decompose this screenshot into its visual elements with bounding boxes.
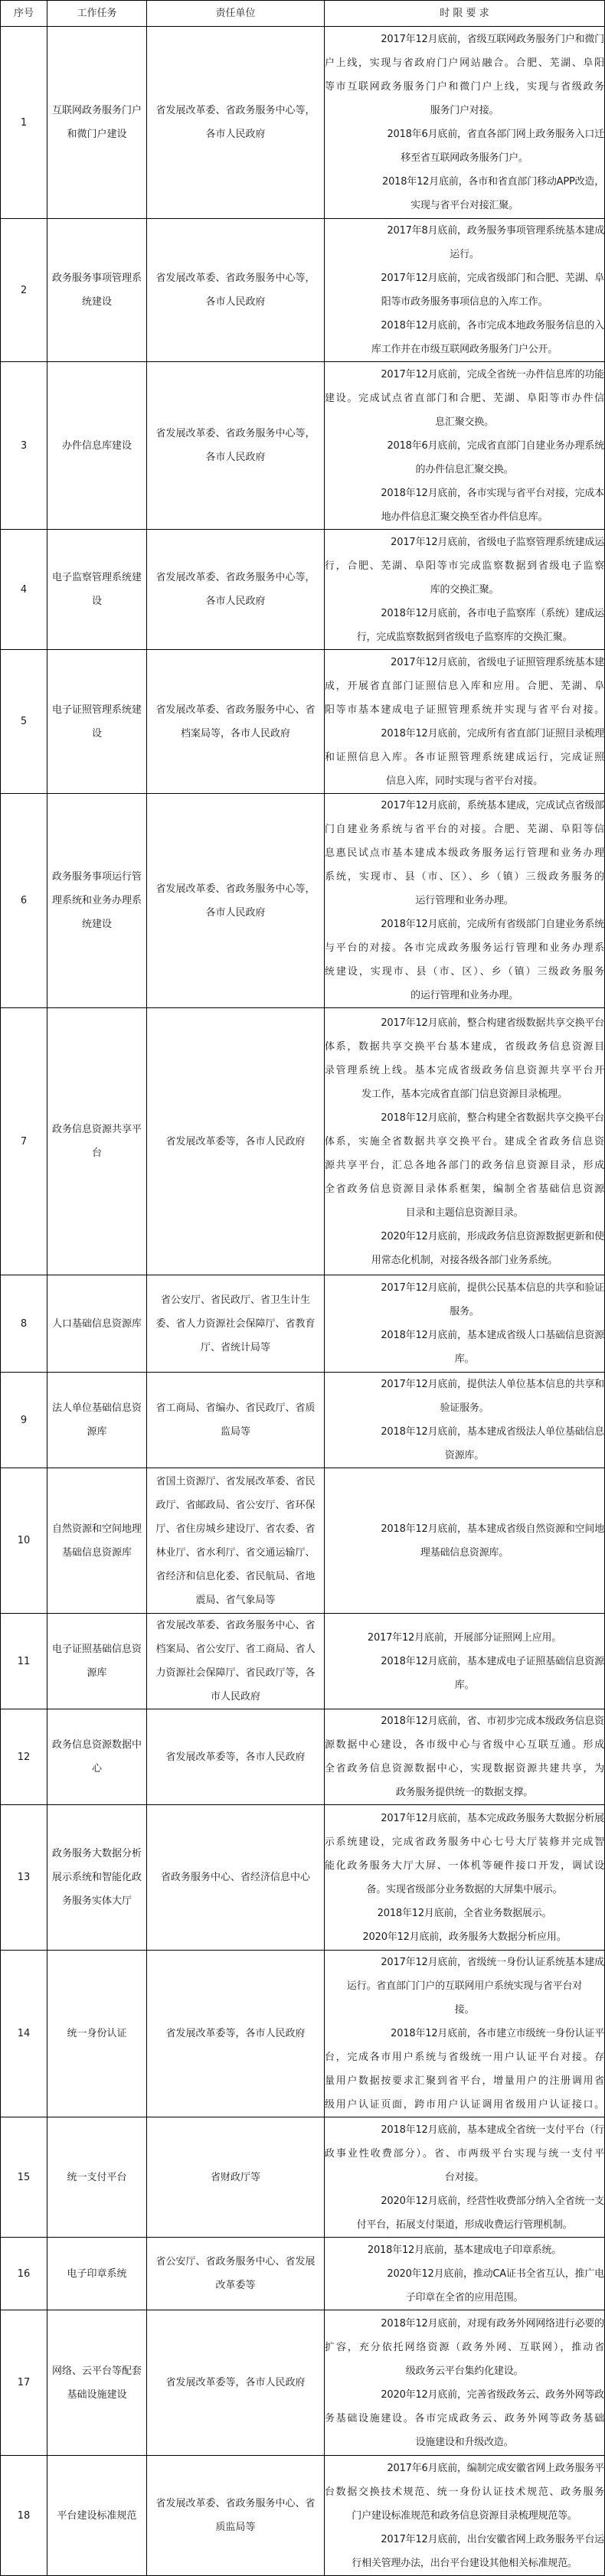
deadline-requirement-cell <box>325 1275 605 1373</box>
table-row <box>1 1468 605 1614</box>
task-line: 源库 <box>87 1426 107 1438</box>
requirement-line: 的办件信息汇聚交换。 <box>415 463 514 475</box>
unit-line: 省国土资源厅、省发展改革委、省民 <box>155 1475 316 1487</box>
row-number: 17 <box>1 2310 47 2456</box>
requirement-line: 阳等市政务服务事项信息的入库工作。 <box>381 296 548 308</box>
deadline-requirement-cell <box>325 27 605 219</box>
requirement-line: 库。 <box>454 1679 475 1691</box>
responsible-unit-cell <box>147 2456 325 2576</box>
unit-line: 省发展改革委、省政务服务中心等， <box>155 428 316 439</box>
table-row <box>1 794 605 1008</box>
requirement-line: 移至省互联网政务服务门户。 <box>401 152 528 164</box>
requirement-line: 2018年12月底前，完成所有省级部门自建业务系统 <box>381 919 604 930</box>
requirement-line: 验证服务。 <box>440 1402 489 1414</box>
requirement-line: 2018年12月底前，各市和省直部门移动APP改造， <box>382 176 604 188</box>
table-row <box>1 219 605 362</box>
table-row <box>1 1951 605 2117</box>
task-cell <box>47 2310 147 2456</box>
requirement-line: 2018年12月底前，各市建立市级统一身份认证平 <box>391 2028 604 2039</box>
requirement-line: 台，完成各市用户系统与省级统一用户认证平台对接。存 <box>325 2052 604 2063</box>
requirement-line: 政事业性收费部分）。省、市两级平台实现与统一支付平 <box>325 2147 604 2160</box>
task-line: 电子监察管理系统建 <box>51 572 142 583</box>
table-row <box>1 2310 605 2456</box>
requirement-line: 运行。省直部门门户的互联网用户系统实现与省平台对 <box>346 1980 583 1992</box>
requirement-line: 扩容，充分依托网络资源（政务外网、互联网），推动省 <box>325 2341 604 2353</box>
task-cell <box>47 27 147 219</box>
requirement-line: 2018年12月底前，对现有政务外网网络进行必要的 <box>381 2317 604 2330</box>
requirement-line: 2017年12月底前，提供公民基本信息的共享和验证 <box>381 1282 604 1294</box>
requirement-line: 录管理系统上线。基本完成省级政务信息资源共享平台开 <box>325 1064 604 1076</box>
responsible-unit-cell <box>147 1614 325 1709</box>
task-cell <box>47 362 147 530</box>
row-number: 12 <box>1 1709 47 1805</box>
task-line: 心 <box>91 1763 102 1774</box>
task-line: 和微门户建设 <box>67 129 127 140</box>
table-row <box>1 1805 605 1951</box>
task-line: 展示系统和智能化政 <box>51 1872 142 1883</box>
requirement-line: 的运行管理和业务办理。 <box>410 990 518 1001</box>
requirement-line: 2017年12月底前，开展部分证照网上应用。 <box>367 1631 562 1644</box>
task-cell <box>47 2456 147 2576</box>
requirement-line: 2017年12月底前，基本完成政务服务大数据分析展 <box>381 1812 604 1824</box>
table-row <box>1 1614 605 1709</box>
deadline-requirement-cell <box>325 530 605 650</box>
requirement-line: 息汇聚交换。 <box>435 416 494 428</box>
task-cell <box>47 1275 147 1373</box>
requirement-line: 户上线，实现与省政府门户网站融合。合肥、芜湖、阜阳 <box>325 57 604 69</box>
requirement-line: 台对接。 <box>444 2171 485 2183</box>
deadline-requirement-cell <box>325 650 605 794</box>
requirement-line: 行相关管理办法，出台平台建设其他相关标准规范。 <box>352 2557 577 2569</box>
task-line: 台 <box>91 1148 102 1159</box>
unit-line: 各市人民政府 <box>205 906 266 919</box>
table-body <box>1 27 605 2576</box>
requirement-line: 服务门户对接。 <box>430 105 499 116</box>
task-line: 人口基础信息资源库 <box>51 1317 142 1330</box>
task-line: 统一身份认证 <box>67 2028 127 2039</box>
header-unit: 责任单位 <box>147 1 325 27</box>
requirement-line: 成，开展省直部门证照信息入库和应用。合肥、芜湖、阜 <box>325 680 604 692</box>
unit-line: 省发展改革委等，各市人民政府 <box>165 2377 306 2388</box>
requirement-line: 体系，数据共享交换平台基本建成，省级政务信息资源目 <box>325 1040 604 1053</box>
deadline-requirement-cell <box>325 794 605 1008</box>
requirement-line: 2017年12月底前，出台安徽省网上政务服务平台运 <box>381 2533 604 2545</box>
requirement-line: 2017年12月底前，省级统一身份认证系统基本建成 <box>381 1957 604 1968</box>
requirement-line: 全省政务信息资源目录体系框架，编制全省基础信息资源 <box>325 1183 604 1195</box>
requirement-line: 行，完成监察数据到省级电子监察库的交换汇聚。 <box>356 631 573 643</box>
requirement-line: 2020年12月底前，政务服务大数据分析应用。 <box>362 1931 567 1943</box>
requirement-line: 2018年6月底前，完成省直部门自建业务办理系统 <box>387 439 604 452</box>
deadline-requirement-cell <box>325 1614 605 1709</box>
row-number: 13 <box>1 1805 47 1951</box>
deadline-requirement-cell <box>325 1709 605 1805</box>
requirement-line: 备。实现省级部分业务数据的大屏集中展示。 <box>366 1883 563 1895</box>
requirement-line: 阳等市基本建成电子证照管理系统并实现与省平台对接。 <box>325 704 604 716</box>
task-line: 政务信息资源数据中 <box>51 1739 142 1751</box>
row-number: 15 <box>1 2117 47 2238</box>
requirement-line: 务基础设施建设。各市完成政务云、政务外网等政务基础 <box>325 2412 604 2424</box>
requirement-line: 2020年12月底前，完善省级政务云、政务外网等政 <box>381 2388 604 2401</box>
requirement-line: 发工作，基本完成省直部门信息资源目录梳理。 <box>361 1088 567 1100</box>
unit-line: 各市人民政府 <box>205 452 266 463</box>
row-number: 9 <box>1 1373 47 1468</box>
row-number: 8 <box>1 1275 47 1373</box>
responsible-unit-cell <box>147 1275 325 1373</box>
task-cell <box>47 1951 147 2117</box>
responsible-unit-cell <box>147 1951 325 2117</box>
table-row <box>1 2117 605 2238</box>
unit-line: 厅、省住房城乡建设厅、省农委、省 <box>155 1523 316 1535</box>
responsible-unit-cell <box>147 530 325 650</box>
requirement-line: 源共享平台，汇总各地各部门的政务信息资源目录，形成 <box>325 1159 604 1171</box>
unit-line: 省发展改革委等，各市人民政府 <box>165 1751 306 1763</box>
task-cell <box>47 1373 147 1468</box>
responsible-unit-cell <box>147 1468 325 1614</box>
unit-line: 省发展改革委、省政务服务中心等， <box>155 883 316 895</box>
table-row <box>1 1373 605 1468</box>
task-cell <box>47 2117 147 2238</box>
task-line: 设 <box>91 596 102 607</box>
table-row <box>1 1275 605 1373</box>
requirement-line: 台数据交换技术规范、统一身份认证技术规范、政务服务 <box>325 2486 604 2498</box>
requirement-line: 库的交换汇聚。 <box>430 583 499 596</box>
task-line: 网络、云平台等配套 <box>51 2365 142 2377</box>
unit-line: 各市人民政府 <box>205 129 266 140</box>
row-number: 7 <box>1 1008 47 1275</box>
requirement-line: 行，合肥、芜湖、阜阳等市完成监察数据到省级电子监察 <box>325 560 604 572</box>
table-row <box>1 650 605 794</box>
task-line: 电子印章系统 <box>67 2267 127 2280</box>
requirement-line: 2018年12月底前，完成所有省直部门证照目录梳理 <box>381 727 604 739</box>
responsible-unit-cell <box>147 2117 325 2238</box>
responsible-unit-cell <box>147 2310 325 2456</box>
unit-line: 省发展改革委、省政务服务中心、省 <box>155 1620 316 1631</box>
requirement-line: 2018年12月底前，基本建成省级法人单位基础信息 <box>381 1426 604 1438</box>
unit-line: 省财政厅等 <box>210 2171 260 2183</box>
requirement-line: 和证照信息入库。各市证照管理系统建成运行，完成证照 <box>325 751 604 763</box>
requirement-line: 2018年12月底前，各市实现与省平台对接，完成本 <box>381 487 604 499</box>
requirement-line: 2018年12月底前，基本建成电子证照基础信息资源 <box>381 1655 604 1667</box>
responsible-unit-cell <box>147 794 325 1008</box>
requirement-line: 运行管理和业务办理。 <box>415 895 514 906</box>
row-number: 16 <box>1 2238 47 2310</box>
requirement-line: 2017年12月底前，完成省级部门和合肥、芜湖、阜 <box>381 273 604 284</box>
unit-line: 监局等 <box>220 1426 250 1438</box>
row-number: 5 <box>1 650 47 794</box>
requirement-line: 资源库。 <box>444 1450 485 1461</box>
unit-line: 省公安厅、省政务服务中心、省发展 <box>155 2256 316 2267</box>
unit-line: 省发展改革委、省政务服务中心、省 <box>155 704 316 716</box>
requirement-line: 2018年6月底前，省直各部门网上政务服务入口迁 <box>387 129 604 140</box>
requirement-line: 体系，实施全省数据共享交换平台。建成全省政务信息资 <box>325 1135 604 1148</box>
task-line: 基础设施建设 <box>67 2388 127 2401</box>
deadline-requirement-cell <box>325 2456 605 2576</box>
requirement-line: 库工作并在市级互联网政务服务门户公开。 <box>371 344 558 355</box>
unit-line: 档案局、省公安厅、省工商局、省人 <box>155 1644 316 1655</box>
header-task: 工作任务 <box>47 1 147 27</box>
unit-line: 档案局等，各市人民政府 <box>180 727 290 739</box>
requirement-line: 2018年12月底前，全省业务数据展示。 <box>377 1907 552 1919</box>
task-cell <box>47 650 147 794</box>
table-row <box>1 530 605 650</box>
unit-line: 林业厅、省水利厅、省交通运输厅、 <box>155 1546 316 1559</box>
unit-line: 省工商局、省编办、省民政厅、省质 <box>155 1402 316 1414</box>
row-number: 2 <box>1 219 47 362</box>
requirement-line: 2018年12月底前，各市电子监察库（系统）建成运 <box>381 607 604 619</box>
task-line: 政务服务事项运行管 <box>51 871 142 883</box>
requirement-line: 理基础信息资源库。 <box>420 1546 509 1559</box>
requirement-line: 用常态化机制，对接各级各部门业务系统。 <box>371 1254 558 1266</box>
unit-line: 震局、省气象局等 <box>195 1594 276 1606</box>
responsible-unit-cell <box>147 219 325 362</box>
row-number: 14 <box>1 1951 47 2117</box>
requirement-line: 2017年12月底前，系统基本建成，完成试点省级部 <box>381 800 604 811</box>
requirement-line: 能化政务服务大厅大屏、一体机等硬件接口开发，调试设 <box>325 1859 604 1872</box>
unit-line: 省发展改革委等，各市人民政府 <box>165 1135 306 1148</box>
responsible-unit-cell <box>147 27 325 219</box>
deadline-requirement-cell <box>325 1373 605 1468</box>
task-line: 法人单位基础信息资 <box>51 1402 142 1414</box>
row-number: 10 <box>1 1468 47 1614</box>
requirement-line: 2018年12月底前，整合构建全省数据共享交换平台 <box>381 1112 604 1124</box>
requirement-line: 2020年12月底前，推动CA证书全省互认，推广电 <box>387 2267 604 2280</box>
task-cell <box>47 2238 147 2310</box>
requirement-line: 2020年12月底前，经营性收费部分纳入全省统一支 <box>381 2195 604 2207</box>
task-line: 源库 <box>87 1667 107 1679</box>
task-line: 理系统和业务办理系 <box>51 895 142 906</box>
task-line: 政务服务事项管理系 <box>51 273 142 284</box>
requirement-line: 等市互联网政务服务门户和微门户上线，实现与省级政务 <box>325 81 604 93</box>
header-requirement: 时 限 要 求 <box>325 1 605 27</box>
task-line: 统建设 <box>81 296 112 308</box>
requirement-line: 门户建设标准规范和政务信息资源目录梳理规范等。 <box>352 2509 577 2522</box>
requirement-line: 接。 <box>454 2004 475 2016</box>
requirement-line: 与平台的对接。各市完成政务服务运行管理和业务办理系 <box>325 942 604 954</box>
table-row <box>1 1008 605 1275</box>
requirement-line: 2018年12月底前，基本建成全省统一支付平台（行 <box>381 2124 604 2136</box>
row-number: 11 <box>1 1614 47 1709</box>
row-number: 3 <box>1 362 47 530</box>
deadline-requirement-cell <box>325 1805 605 1951</box>
unit-line: 改革委等 <box>215 2280 256 2291</box>
row-number: 6 <box>1 794 47 1008</box>
requirement-line: 源数据中心建设，各市级中心与省级中心互联互通。形成 <box>325 1739 604 1751</box>
unit-line: 委、省人力资源社会保障厅、省教育 <box>155 1317 316 1330</box>
requirement-line: 2017年12月底前，省级电子证照管理系统基本建 <box>391 656 604 668</box>
requirement-line: 息惠民试点市基本建成本级政务服务运行管理和业务办理 <box>325 847 604 859</box>
requirement-line: 统建设，实现市、县（市、区）、乡（镇）三级政务服务 <box>325 966 604 978</box>
unit-line: 厅、省统计局等 <box>200 1341 270 1353</box>
task-line: 平台建设标准规范 <box>57 2509 137 2522</box>
task-cell <box>47 219 147 362</box>
responsible-unit-cell <box>147 362 325 530</box>
unit-line: 质监局等 <box>215 2522 256 2533</box>
responsible-unit-cell <box>147 1008 325 1275</box>
task-line: 务服务实体大厅 <box>61 1895 132 1907</box>
task-cell <box>47 1805 147 1951</box>
table-header-row <box>1 1 605 27</box>
requirement-line: 系统，实现市、县（市、区）、乡（镇）三级政务服务的 <box>325 871 604 883</box>
task-cell <box>47 1614 147 1709</box>
deadline-requirement-cell <box>325 2310 605 2456</box>
responsible-unit-cell <box>147 1805 325 1951</box>
requirement-line: 2017年12月底前，省级互联网政务服务门户和微门 <box>381 34 604 45</box>
requirement-line: 2018年12月底前，基本建成省级自然资源和空间地 <box>381 1523 604 1535</box>
unit-line: 省政务服务中心、省经济信息中心 <box>160 1872 310 1883</box>
responsible-unit-cell <box>147 2238 325 2310</box>
unit-line: 省公安厅、省民政厅、省卫生计生 <box>160 1294 310 1306</box>
table-row <box>1 2238 605 2310</box>
requirement-line: 库。 <box>454 1353 475 1365</box>
header-no: 序号 <box>1 1 47 27</box>
task-cell <box>47 794 147 1008</box>
task-line: 统一支付平台 <box>67 2171 127 2183</box>
requirement-line: 量用户数据按要求汇聚到省平台，增量用户的注册调用省 <box>325 2075 604 2087</box>
requirement-line: 目录和主题信息资源目录。 <box>405 1206 524 1219</box>
requirement-line: 设施建设和升级改造。 <box>415 2436 514 2448</box>
requirement-line: 政务服务提供统一的数据支撑。 <box>395 1787 534 1798</box>
requirement-line: 2018年12月底前，各市完成本地政务服务信息的入 <box>381 320 604 331</box>
row-number: 1 <box>1 27 47 219</box>
task-cell <box>47 530 147 650</box>
table-row <box>1 1709 605 1805</box>
requirement-line: 子印章在全省的应用范围。 <box>405 2291 524 2303</box>
task-line: 政务信息资源共享平 <box>51 1124 142 1135</box>
unit-line: 省发展改革委、省政务服务中心等， <box>155 572 316 583</box>
deadline-requirement-cell <box>325 219 605 362</box>
requirement-line: 全省政务信息资源数据中心，实现数据资源共建共享，为 <box>325 1763 604 1774</box>
requirement-line: 2017年12月底前，省级电子监察管理系统建成运 <box>391 536 604 548</box>
unit-line: 省经济和信息化委、省民航局、省地 <box>155 1570 316 1582</box>
task-line: 统建设 <box>81 919 112 930</box>
deadline-requirement-cell <box>325 362 605 530</box>
task-cell <box>47 1468 147 1614</box>
unit-line: 政厅、省邮政局、省公安厅、省环保 <box>155 1499 316 1511</box>
requirement-line: 2018年12月底前，基本建成省级人口基础信息资源 <box>381 1330 604 1341</box>
requirement-line: 示系统建设，完成省政务服务中心七号大厅装修并完成智 <box>325 1836 604 1848</box>
requirement-line: 服务。 <box>450 1306 479 1317</box>
task-line: 自然资源和空间地理 <box>51 1523 142 1535</box>
table-row <box>1 362 605 530</box>
task-line: 基础信息资源库 <box>61 1546 132 1559</box>
requirement-line: 级用户认证页面，跨市用户认证调用省级用户认证接口。 <box>325 2099 604 2111</box>
row-number: 4 <box>1 530 47 650</box>
task-line: 政务服务大数据分析 <box>51 1848 142 1859</box>
requirement-line: 地办件信息汇聚交换至省办件信息库。 <box>381 511 548 523</box>
deadline-requirement-cell <box>325 2238 605 2310</box>
deadline-requirement-cell <box>325 2117 605 2238</box>
unit-line: 市人民政府 <box>210 1691 260 1703</box>
task-line: 设 <box>91 727 102 739</box>
requirement-line: 2020年12月底前，形成政务信息资源数据更新和使 <box>381 1230 604 1242</box>
responsible-unit-cell <box>147 1709 325 1805</box>
unit-line: 省发展改革委、省政务服务中心等， <box>155 273 316 284</box>
requirement-line: 付平台，拓展支付渠道，形成收费运行管理机制。 <box>356 2218 573 2231</box>
table-row <box>1 2456 605 2576</box>
unit-line: 力资源社会保障厅、省民政厅等，各 <box>155 1667 316 1679</box>
requirement-line: 2017年8月底前，政务服务事项管理系统基本建成 <box>387 225 604 237</box>
task-line: 电子证照管理系统建 <box>51 704 142 716</box>
requirement-line: 2017年6月底前，编制完成安徽省网上政务服务平 <box>387 2462 604 2474</box>
requirement-line: 运行。 <box>450 249 479 260</box>
requirement-line: 门自建业务系统与省平台的对接。合肥、芜湖、阜阳等信 <box>325 824 604 835</box>
responsible-unit-cell <box>147 650 325 794</box>
requirement-line: 信息入库，同时实现与省平台对接。 <box>386 775 543 787</box>
requirement-line: 建设。完成试点省直部门和合肥、芜湖、阜阳等市办件信 <box>325 392 604 404</box>
deadline-requirement-cell <box>325 1008 605 1275</box>
responsible-unit-cell <box>147 1373 325 1468</box>
task-line: 互联网政务服务门户 <box>51 105 142 116</box>
unit-line: 各市人民政府 <box>205 296 266 308</box>
requirement-line: 实现与省平台对接汇聚。 <box>410 200 518 211</box>
requirement-line: 2017年12月底前，完成全省统一办件信息库的功能 <box>381 368 604 380</box>
row-number: 18 <box>1 2456 47 2576</box>
deadline-requirement-cell <box>325 1951 605 2117</box>
requirement-line: 2018年12月底前，基本建成电子印章系统。 <box>367 2244 562 2256</box>
task-line: 电子证照基础信息资 <box>51 1644 142 1655</box>
requirement-line: 2017年12月底前，整合构建省级数据共享交换平台 <box>381 1017 604 1029</box>
task-cell <box>47 1709 147 1805</box>
unit-line: 省发展改革委、省政务服务中心、省 <box>155 2498 316 2509</box>
unit-line: 各市人民政府 <box>205 596 266 607</box>
task-line: 办件信息库建设 <box>61 439 132 452</box>
unit-line: 省发展改革委等，各市人民政府 <box>165 2028 306 2039</box>
requirement-line: 2017年12月底前，提供法人单位基本信息的共享和 <box>381 1379 604 1390</box>
requirement-line: 2018年12月底前，省、市初步完成本级政务信息资 <box>381 1716 604 1727</box>
requirement-line: 级政务云平台集约化建设。 <box>405 2365 524 2377</box>
deadline-requirement-cell <box>325 1468 605 1614</box>
table-row <box>1 27 605 219</box>
unit-line: 省发展改革委、省政务服务中心等， <box>155 105 316 116</box>
task-cell <box>47 1008 147 1275</box>
